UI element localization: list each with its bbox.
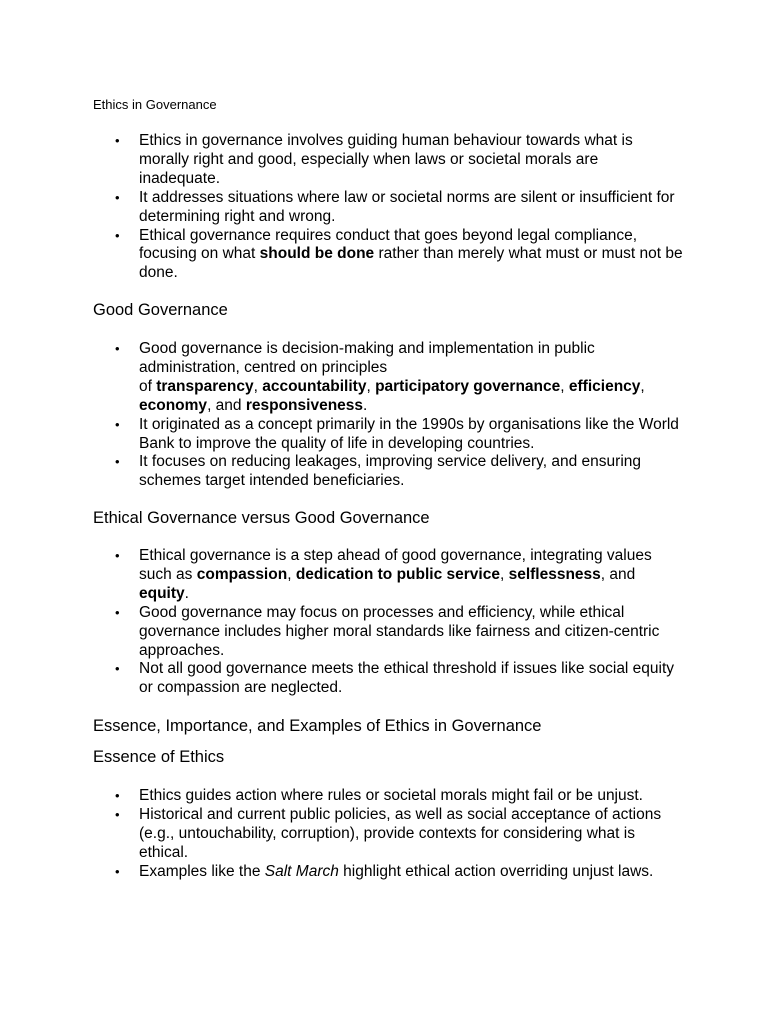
bold-text: economy (139, 396, 208, 414)
heading-essence-importance-examples: Essence, Importance, and Examples of Ethics in Governance (93, 717, 542, 735)
text-run: . (363, 396, 368, 414)
text-run: Ethics guides action where rules or societal morals might fail or be unjust. (139, 787, 643, 804)
text-run: Ethical governance is a step ahead of good governance, integrating values such as (139, 547, 652, 583)
bullet-item (93, 604, 683, 661)
bold-text: efficiency (568, 377, 641, 395)
bullet-item (93, 806, 683, 863)
bullet-item (93, 189, 683, 227)
bullet-item (93, 227, 683, 284)
bold-text: equity (139, 584, 185, 602)
italic-text: Salt March (264, 862, 339, 880)
text-run: , (253, 377, 263, 395)
text-run: , (366, 377, 376, 395)
text-run: , and (207, 396, 246, 414)
bold-text: transparency (156, 377, 254, 395)
document-title: Ethics in Governance (93, 97, 217, 112)
text-run: It focuses on reducing leakages, improving service delivery, and ensuring schemes target intended beneficiaries. (139, 453, 642, 490)
text-run: . (184, 584, 189, 602)
text-run: of (139, 377, 157, 395)
heading-good-governance: Good Governance (93, 301, 228, 319)
ethical-vs-good-bullet-list (93, 547, 683, 698)
text-run: Ethics in governance involves guiding human behaviour towards what is morally right and good, especially when laws or societal morals are inadequate. (139, 132, 633, 187)
text-run: highlight ethical action overriding unjust laws. (338, 862, 654, 880)
bold-text: participatory governance (375, 377, 561, 395)
bullet-item (93, 863, 683, 882)
text-run: Good governance may focus on processes and efficiency, while ethical governance includes higher moral standards like fairness and citizen-centric approaches. (139, 603, 660, 659)
bold-text: should be done (259, 245, 375, 263)
text-run: , and (600, 565, 636, 583)
heading-ethical-vs-good-governance: Ethical Governance versus Good Governance (93, 509, 430, 527)
bullet-item (93, 547, 683, 604)
good-governance-bullet-list (93, 340, 683, 491)
essence-bullet-list (93, 787, 683, 882)
text-run: , (640, 377, 645, 395)
bullet-item (93, 660, 683, 698)
text-run: Examples like the (139, 862, 265, 880)
text-run: , (287, 565, 296, 583)
bold-text: selflessness (508, 565, 601, 583)
text-run: , (560, 377, 569, 395)
text-run: Not all good governance meets the ethical threshold if issues like social equity or compassion are neglected. (139, 660, 675, 697)
heading-essence-of-ethics: Essence of Ethics (93, 748, 225, 766)
text-run: Historical and current public policies, as well as social acceptance of actions (e.g., untouchability, corruption), provide contexts for considering what is ethical. (139, 805, 662, 861)
text-run: rather than merely what must or must not be done. (139, 245, 683, 282)
bullet-item (93, 132, 683, 189)
intro-bullet-list (93, 132, 683, 283)
bullet-item (93, 453, 683, 491)
bullet-item (93, 416, 683, 454)
bullet-item (93, 340, 683, 416)
text-run: , (499, 565, 509, 583)
text-run: It addresses situations where law or societal norms are silent or insufficient for determining right and wrong. (139, 188, 675, 225)
bold-text: dedication to public service (295, 565, 500, 583)
bold-text: accountability (262, 377, 367, 395)
text-run: It originated as a concept primarily in the 1990s by organisations like the World Bank to improve the quality of life in developing countries. (139, 415, 679, 452)
bullet-item (93, 787, 683, 806)
text-run: Ethical governance requires conduct that goes beyond legal compliance, focusing on what (139, 226, 638, 263)
bold-text: compassion (196, 565, 288, 583)
text-run: Good governance is decision-making and implementation in public administration, centred on principles (139, 340, 595, 376)
bold-text: responsiveness (245, 396, 364, 414)
